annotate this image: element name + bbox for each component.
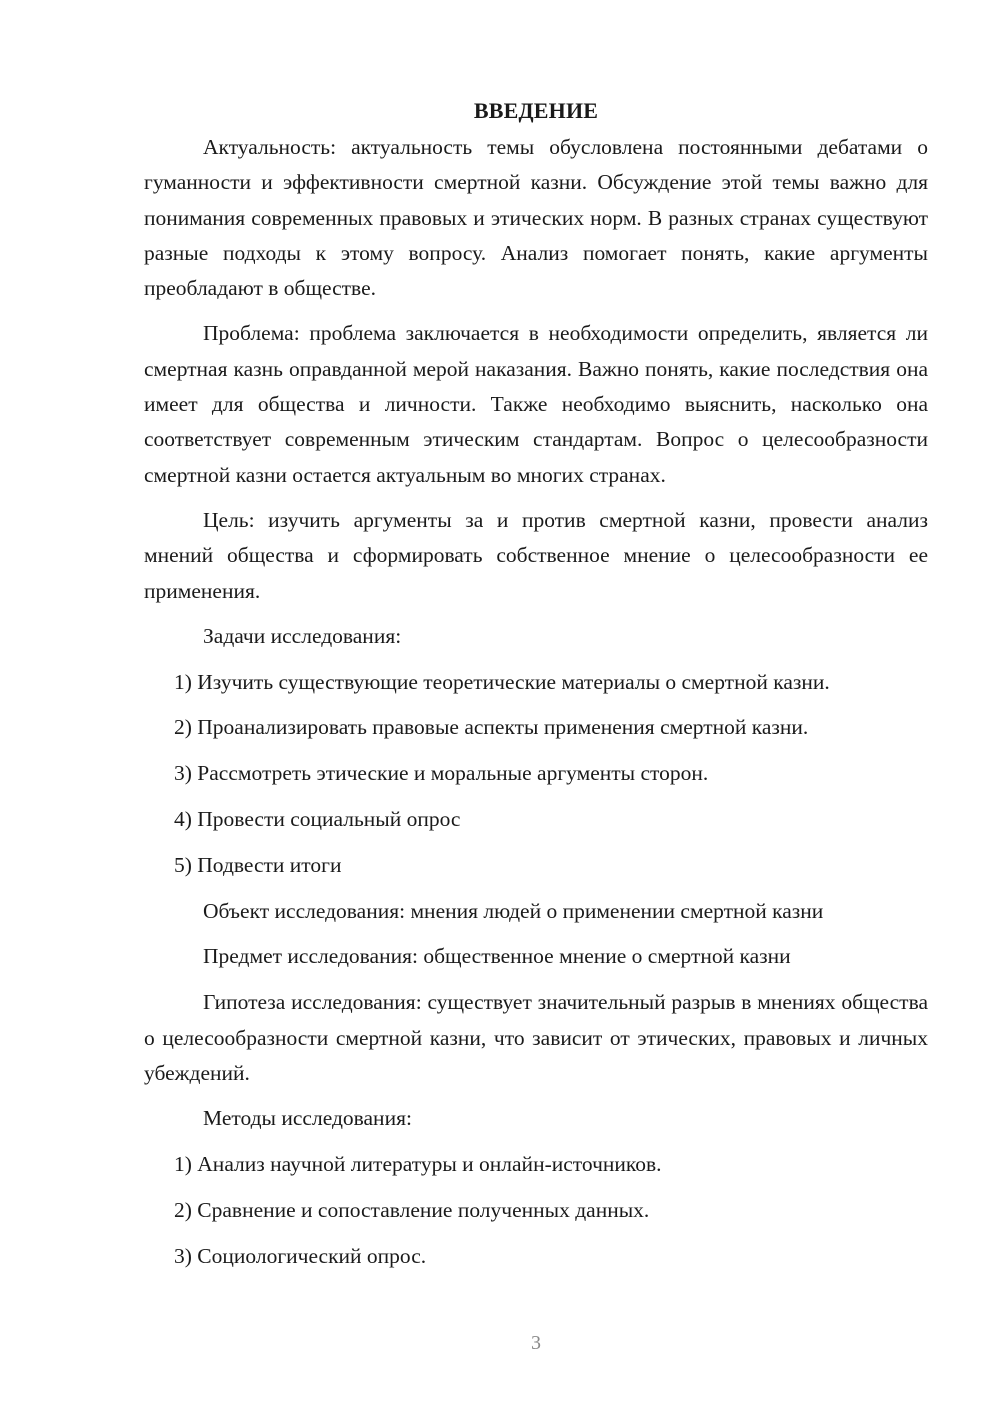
research-object: Объект исследования: мнения людей о применении смертной казни (203, 898, 824, 923)
page-title: ВВЕДЕНИЕ (473, 98, 599, 123)
research-subject: Предмет исследования: общественное мнение о смертной казни (203, 944, 791, 969)
list-item: 2) Сравнение и сопоставление полученных данных. (174, 1197, 650, 1222)
list-item: 1) Анализ научной литературы и онлайн-источников. (174, 1151, 662, 1176)
list-item: 2) Проанализировать правовые аспекты применения смертной казни. (174, 715, 809, 740)
actuality-paragraph: Актуальность: актуальность темы обусловлена постоянными дебатами о гуманности и эффективности смертной казни. Обсуждение этой темы важно для понимания современных правовых и этических норм. В разных странах существуют разные подходы к этому вопросу. Анализ помогает понять, какие аргументы преобладают в обществе. (144, 135, 928, 301)
list-item: 3) Социологический опрос. (174, 1243, 427, 1268)
page-number: 3 (531, 1332, 541, 1354)
list-item: 3) Рассмотреть этические и моральные аргументы сторон. (174, 761, 709, 786)
document-page (144, 92, 928, 1284)
problem-paragraph: Проблема: проблема заключается в необходимости определить, является ли смертная казнь оправданной мерой наказания. Важно понять, какие последствия она имеет для общества и личности. Также необходимо выяснить, насколько она соответствует современным этическим стандартам. Вопрос о целесообразности смертной казни остается актуальным во многих странах. (144, 321, 928, 487)
methods-list (144, 1147, 928, 1274)
tasks-list (144, 665, 928, 883)
list-item: 5) Подвести итоги (174, 852, 342, 877)
goal-paragraph: Цель: изучить аргументы за и против смертной казни, провести анализ мнений общества и сформировать собственное мнение о целесообразности ее применения. (144, 507, 928, 603)
list-item: 4) Провести социальный опрос (174, 807, 461, 832)
methods-heading: Методы исследования: (203, 1106, 412, 1131)
hypothesis-paragraph: Гипотеза исследования: существует значительный разрыв в мнениях общества о целесообразности смертной казни, что зависит от этических, правовых и личных убеждений. (144, 990, 928, 1085)
list-item: 1) Изучить существующие теоретические материалы о смертной казни. (174, 669, 830, 694)
tasks-heading: Задачи исследования: (203, 623, 402, 648)
